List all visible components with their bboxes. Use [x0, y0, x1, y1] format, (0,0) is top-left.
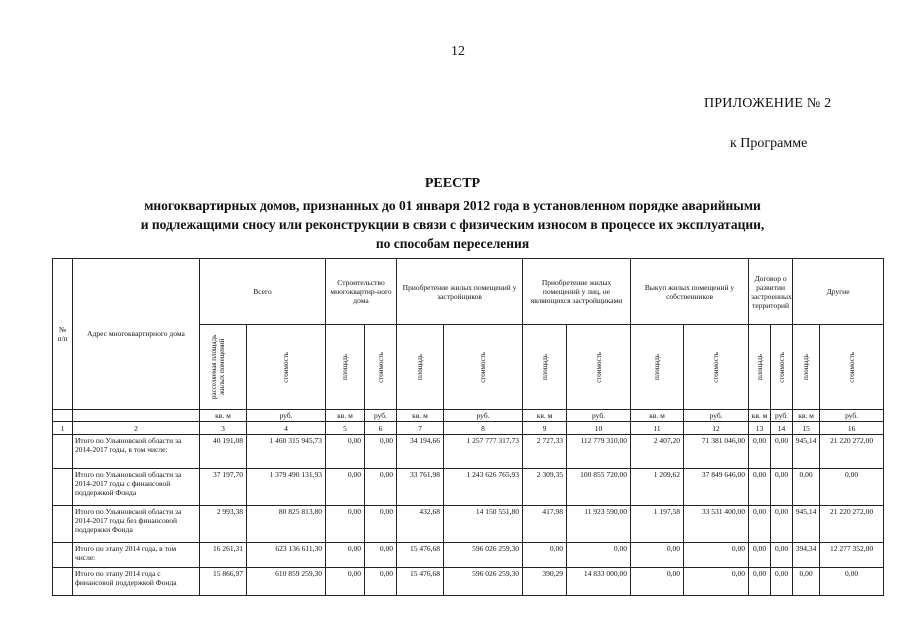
value-cell: 0,00: [749, 434, 771, 468]
value-cell: 623 136 611,30: [247, 543, 326, 568]
value-cell: 0,00: [365, 434, 397, 468]
unit-cell: кв. м: [326, 409, 365, 421]
col-number: 1: [53, 422, 73, 434]
unit-cell: руб.: [820, 409, 884, 421]
col-address-header: Адрес многоквартирного дома: [73, 259, 200, 410]
sub-header-area: площадь: [749, 325, 771, 410]
value-cell: 945,14: [793, 506, 820, 543]
row-label: Итого по Ульяновской области за 2014-2017 годы без финансовой поддержки Фонда: [73, 506, 200, 543]
value-cell: 1 379 490 131,93: [247, 468, 326, 505]
value-cell: 610 859 259,30: [247, 568, 326, 596]
table-row: [53, 434, 884, 468]
value-cell: 596 026 259,30: [444, 543, 523, 568]
document-title: РЕЕСТР: [424, 176, 481, 191]
subtitle-line: по способам переселения: [375, 236, 530, 251]
value-cell: 0,00: [326, 568, 365, 596]
value-cell: 0,00: [820, 568, 884, 596]
sub-header-cost: стоимость: [365, 325, 397, 410]
row-number-cell: [53, 543, 73, 568]
value-cell: 0,00: [771, 468, 793, 505]
col-number: 9: [523, 422, 567, 434]
value-cell: 0,00: [567, 543, 631, 568]
page-number: 12: [451, 44, 465, 59]
sub-header-area: площадь: [793, 325, 820, 410]
unit-cell: кв. м: [200, 409, 247, 421]
value-cell: 0,00: [793, 568, 820, 596]
subtitle-line: многоквартирных домов, признанных до 01 января 2012 года в установленном порядке аварийными: [144, 198, 761, 213]
group-purchase-developers: Приобретение жилых помещений у застройщиков: [397, 259, 523, 325]
value-cell: 37 849 646,00: [684, 468, 749, 505]
col-number: 10: [567, 422, 631, 434]
value-cell: 15 476,68: [397, 543, 444, 568]
table-body: [53, 434, 884, 595]
group-other: Другие: [793, 259, 884, 325]
value-cell: 0,00: [771, 434, 793, 468]
value-cell: 2 727,33: [523, 434, 567, 468]
row-number-cell: [53, 568, 73, 596]
value-cell: 0,00: [631, 568, 684, 596]
col-number: 15: [793, 422, 820, 434]
sub-header-area: площадь: [326, 325, 365, 410]
registry-table: [52, 258, 884, 596]
value-cell: 40 191,08: [200, 434, 247, 468]
value-cell: 432,68: [397, 506, 444, 543]
appendix-heading: ПРИЛОЖЕНИЕ № 2: [704, 96, 832, 111]
subtitle-line: и подлежащими сносу или реконструкции в связи с физическим износом в процессе их эксплуатации,: [140, 217, 765, 232]
value-cell: 0,00: [326, 543, 365, 568]
table-row: [53, 468, 884, 505]
value-cell: 33 531 400,00: [684, 506, 749, 543]
value-cell: 71 381 046,00: [684, 434, 749, 468]
value-cell: 390,29: [523, 568, 567, 596]
value-cell: 80 825 813,80: [247, 506, 326, 543]
value-cell: 100 855 720,00: [567, 468, 631, 505]
sub-header-cost: стоимость: [684, 325, 749, 410]
unit-cell: кв. м: [523, 409, 567, 421]
value-cell: 0,00: [793, 468, 820, 505]
value-cell: 15 866,97: [200, 568, 247, 596]
value-cell: 34 194,66: [397, 434, 444, 468]
table-row: [53, 568, 884, 596]
value-cell: 0,00: [365, 568, 397, 596]
col-number: 8: [444, 422, 523, 434]
sub-header-cost: стоимость: [567, 325, 631, 410]
value-cell: 0,00: [771, 568, 793, 596]
value-cell: 0,00: [684, 543, 749, 568]
value-cell: 417,98: [523, 506, 567, 543]
unit-cell: руб.: [567, 409, 631, 421]
unit-cell: кв. м: [397, 409, 444, 421]
value-cell: 12 277 352,00: [820, 543, 884, 568]
value-cell: 0,00: [684, 568, 749, 596]
value-cell: 21 220 272,00: [820, 434, 884, 468]
group-purchase-non-developers: Приобретение жилых помещений у лиц, не являющихся застройщиками: [523, 259, 631, 325]
value-cell: 15 476,68: [397, 568, 444, 596]
group-development-agreement: Договор о развитии застроенных территорий: [749, 259, 793, 325]
value-cell: 14 150 551,80: [444, 506, 523, 543]
unit-cell: руб.: [771, 409, 793, 421]
col-number: 3: [200, 422, 247, 434]
col-no-header: № п/п: [53, 259, 73, 410]
value-cell: 0,00: [749, 543, 771, 568]
value-cell: 0,00: [631, 543, 684, 568]
col-number: 5: [326, 422, 365, 434]
to-program-label: к Программе: [730, 136, 808, 151]
row-label: Итого по этапу 2014 года с финансовой поддержкой Фонда: [73, 568, 200, 596]
value-cell: 2 993,38: [200, 506, 247, 543]
document-subtitle: [60, 196, 845, 253]
col-number: 14: [771, 422, 793, 434]
value-cell: 33 761,98: [397, 468, 444, 505]
table-row: [53, 543, 884, 568]
value-cell: 14 833 000,00: [567, 568, 631, 596]
table-row: [53, 506, 884, 543]
group-buyout-owners: Выкуп жилых помещений у собственников: [631, 259, 749, 325]
sub-header-cost: стоимость: [820, 325, 884, 410]
group-header-row: [53, 259, 884, 325]
col-number: 11: [631, 422, 684, 434]
column-numbers-row: [53, 422, 884, 434]
group-construction: Строительство многоквартир-ного дома: [326, 259, 397, 325]
value-cell: 0,00: [326, 506, 365, 543]
value-cell: 0,00: [749, 568, 771, 596]
value-cell: 596 026 259,30: [444, 568, 523, 596]
value-cell: 0,00: [749, 506, 771, 543]
row-label: Итого по Ульяновской области за 2014-2017 годы с финансовой поддержкой Фонда: [73, 468, 200, 505]
value-cell: 0,00: [771, 506, 793, 543]
value-cell: 945,14: [793, 434, 820, 468]
value-cell: 1 209,62: [631, 468, 684, 505]
value-cell: 0,00: [365, 543, 397, 568]
col-number: 12: [684, 422, 749, 434]
value-cell: 11 923 590,00: [567, 506, 631, 543]
sub-header-area: площадь: [397, 325, 444, 410]
value-cell: 21 220 272,00: [820, 506, 884, 543]
row-number-cell: [53, 468, 73, 505]
value-cell: 0,00: [365, 468, 397, 505]
unit-cell: кв. м: [631, 409, 684, 421]
value-cell: 2 309,35: [523, 468, 567, 505]
row-number-cell: [53, 434, 73, 468]
row-number-cell: [53, 506, 73, 543]
value-cell: 0,00: [326, 434, 365, 468]
unit-cell: руб.: [684, 409, 749, 421]
value-cell: 1 460 315 945,73: [247, 434, 326, 468]
value-cell: 0,00: [365, 506, 397, 543]
value-cell: 0,00: [326, 468, 365, 505]
value-cell: 16 261,31: [200, 543, 247, 568]
col-number: 2: [73, 422, 200, 434]
row-label: Итого по этапу 2014 года, в том числе:: [73, 543, 200, 568]
sub-header-resettled-area: расселяемая площадь жилых помещений: [200, 325, 247, 410]
sub-header-cost: стоимость: [444, 325, 523, 410]
value-cell: 0,00: [820, 468, 884, 505]
value-cell: 112 779 310,00: [567, 434, 631, 468]
sub-header-area: площадь: [631, 325, 684, 410]
sub-header-area: площадь: [523, 325, 567, 410]
value-cell: 1 197,58: [631, 506, 684, 543]
value-cell: 394,34: [793, 543, 820, 568]
value-cell: 0,00: [771, 543, 793, 568]
unit-cell: руб.: [365, 409, 397, 421]
sub-header-cost: стоимость: [247, 325, 326, 410]
value-cell: 2 407,20: [631, 434, 684, 468]
col-number: 4: [247, 422, 326, 434]
sub-header-cost: стоимость: [771, 325, 793, 410]
unit-cell: руб.: [444, 409, 523, 421]
col-number: 13: [749, 422, 771, 434]
value-cell: 37 197,70: [200, 468, 247, 505]
col-number: 7: [397, 422, 444, 434]
units-row: [53, 409, 884, 421]
col-number: 16: [820, 422, 884, 434]
value-cell: 0,00: [523, 543, 567, 568]
col-number: 6: [365, 422, 397, 434]
value-cell: 1 257 777 317,73: [444, 434, 523, 468]
unit-cell: руб.: [247, 409, 326, 421]
value-cell: 0,00: [749, 468, 771, 505]
group-total: Всего: [200, 259, 326, 325]
unit-cell: кв. м: [793, 409, 820, 421]
row-label: Итого по Ульяновской области за 2014-2017 годы, в том числе:: [73, 434, 200, 468]
value-cell: 1 243 626 765,93: [444, 468, 523, 505]
unit-cell: кв. м: [749, 409, 771, 421]
